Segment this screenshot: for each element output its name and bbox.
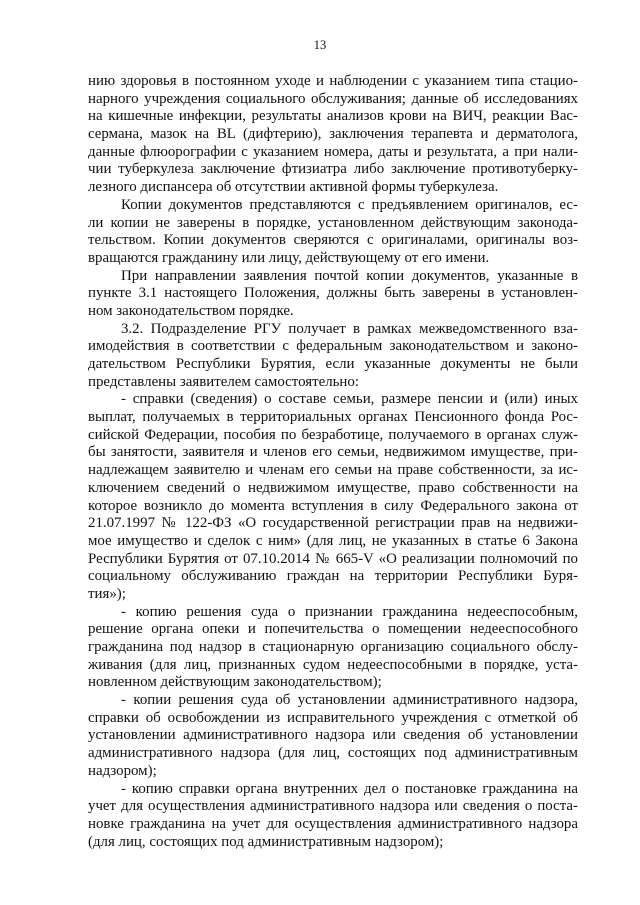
text-line: решение органа опеки и попечительства о помещении недееспособного [88, 621, 578, 638]
paragraph [88, 197, 578, 268]
text-line: сийской Федерации, пособия по безработице, получаемого в органах служ- [88, 426, 578, 443]
text-line: чии туберкулеза заключение фтизиатра либо заключение противотуберку- [88, 161, 578, 178]
text-line: сермана, мазок на BL (дифтерию), заключения терапевта и дерматолога, [88, 126, 578, 143]
paragraph [88, 268, 578, 321]
page-number: 13 [313, 38, 327, 52]
text-line: 3.2. Подразделение РГУ получает в рамках межведомственного вза- [121, 320, 578, 337]
text-line: ли копии не заверены в порядке, установленном действующим законода- [88, 214, 578, 231]
text-line: учет для осуществления административного надзора или сведения о поста- [88, 798, 578, 815]
text-line: которое возникло до момента вступления в силу Федерального закона от [88, 497, 578, 514]
text-line: вращаются гражданину или лицу, действующему от его имени. [88, 249, 490, 266]
text-line: социальному обслуживанию граждан на территории Республики Буря- [88, 568, 578, 585]
text-line: нию здоровья в постоянном уходе и наблюдении с указанием типа стацио- [88, 73, 578, 89]
text-line: имодействия в соответствии с федеральным законодательством и законо- [88, 338, 578, 355]
paragraph [88, 391, 578, 603]
text-line: - копию решения суда о признании гражданина недееспособным, [121, 603, 578, 620]
text-line: живания (для лиц, признанных судом недееспособными в порядке, уста- [88, 656, 578, 673]
text-line: на кишечные инфекции, результаты анализов крови на ВИЧ, реакции Вас- [88, 108, 578, 125]
text-line: тия»); [88, 585, 126, 602]
paragraph [88, 692, 578, 780]
text-line: гражданина под надзор в стационарную организацию социального обслу- [88, 639, 578, 655]
text-line: ном законодательством порядке. [88, 302, 294, 319]
paragraph [88, 73, 578, 197]
text-line: надлежащем заявителю и членам его семьи на праве собственности, за ис- [88, 462, 578, 479]
text-line: - копию справки органа внутренних дел о постановке гражданина на [121, 780, 578, 797]
text-line: - копии решения суда об установлении административного надзора, [121, 692, 578, 709]
text-line: бы занятости, заявителя и членов его семьи, недвижимом имуществе, при- [88, 444, 578, 461]
text-line: 21.07.1997 № 122-ФЗ «О государственной регистрации прав на недвижи- [88, 515, 578, 532]
paragraph [88, 321, 578, 392]
text-line: представлены заявителем самостоятельно: [88, 373, 359, 390]
text-line: Копии документов представляются с предъявлением оригиналов, ес- [121, 196, 578, 213]
text-line: данные флюорографии с указанием номера, даты и результата, а при нали- [88, 143, 578, 160]
text-line: (для лиц, состоящих под административным надзором); [88, 833, 444, 850]
text-line: новленном действующим законодательством); [88, 674, 382, 691]
text-line: административного надзора (для лиц, состоящих под административным [88, 745, 578, 762]
paragraph [88, 604, 578, 692]
text-line: нарного учреждения социального обслуживания; данные об исследованиях [88, 90, 578, 107]
text-line: новке гражданина на учет для осуществления административного надзора [88, 815, 578, 832]
text-line: мое имущество и сделок с ним» (для лиц, не указанных в статье 6 Закона [88, 532, 578, 549]
text-line: лезного диспансера об отсутствии активной формы туберкулеза. [88, 179, 499, 196]
text-line: надзором); [88, 762, 157, 779]
document-body [88, 73, 578, 851]
text-line: При направлении заявления почтой копии документов, указанные в [121, 267, 578, 284]
text-line: справки об освобождении из исправительного учреждения с отметкой об [88, 709, 578, 726]
text-line: - справки (сведения) о составе семьи, размере пенсии и (или) иных [121, 391, 578, 408]
text-line: Республики Бурятия от 07.10.2014 № 665-V «О реализации полномочий по [88, 550, 578, 567]
text-line: установлении административного надзора или сведения об установлении [88, 727, 578, 744]
paragraph [88, 781, 578, 852]
text-line: выплат, получаемых в территориальных органах Пенсионного фонда Рос- [88, 409, 578, 426]
text-line: дательством Республики Бурятия, если указанные документы не были [88, 356, 578, 372]
text-line: ключением сведений о недвижимом имуществе, право собственности на [88, 479, 578, 496]
text-line: тельством. Копии документов сверяются с оригиналами, оригиналы воз- [88, 232, 578, 249]
text-line: пункте 3.1 настоящего Положения, должны быть заверены в установлен- [88, 285, 578, 302]
